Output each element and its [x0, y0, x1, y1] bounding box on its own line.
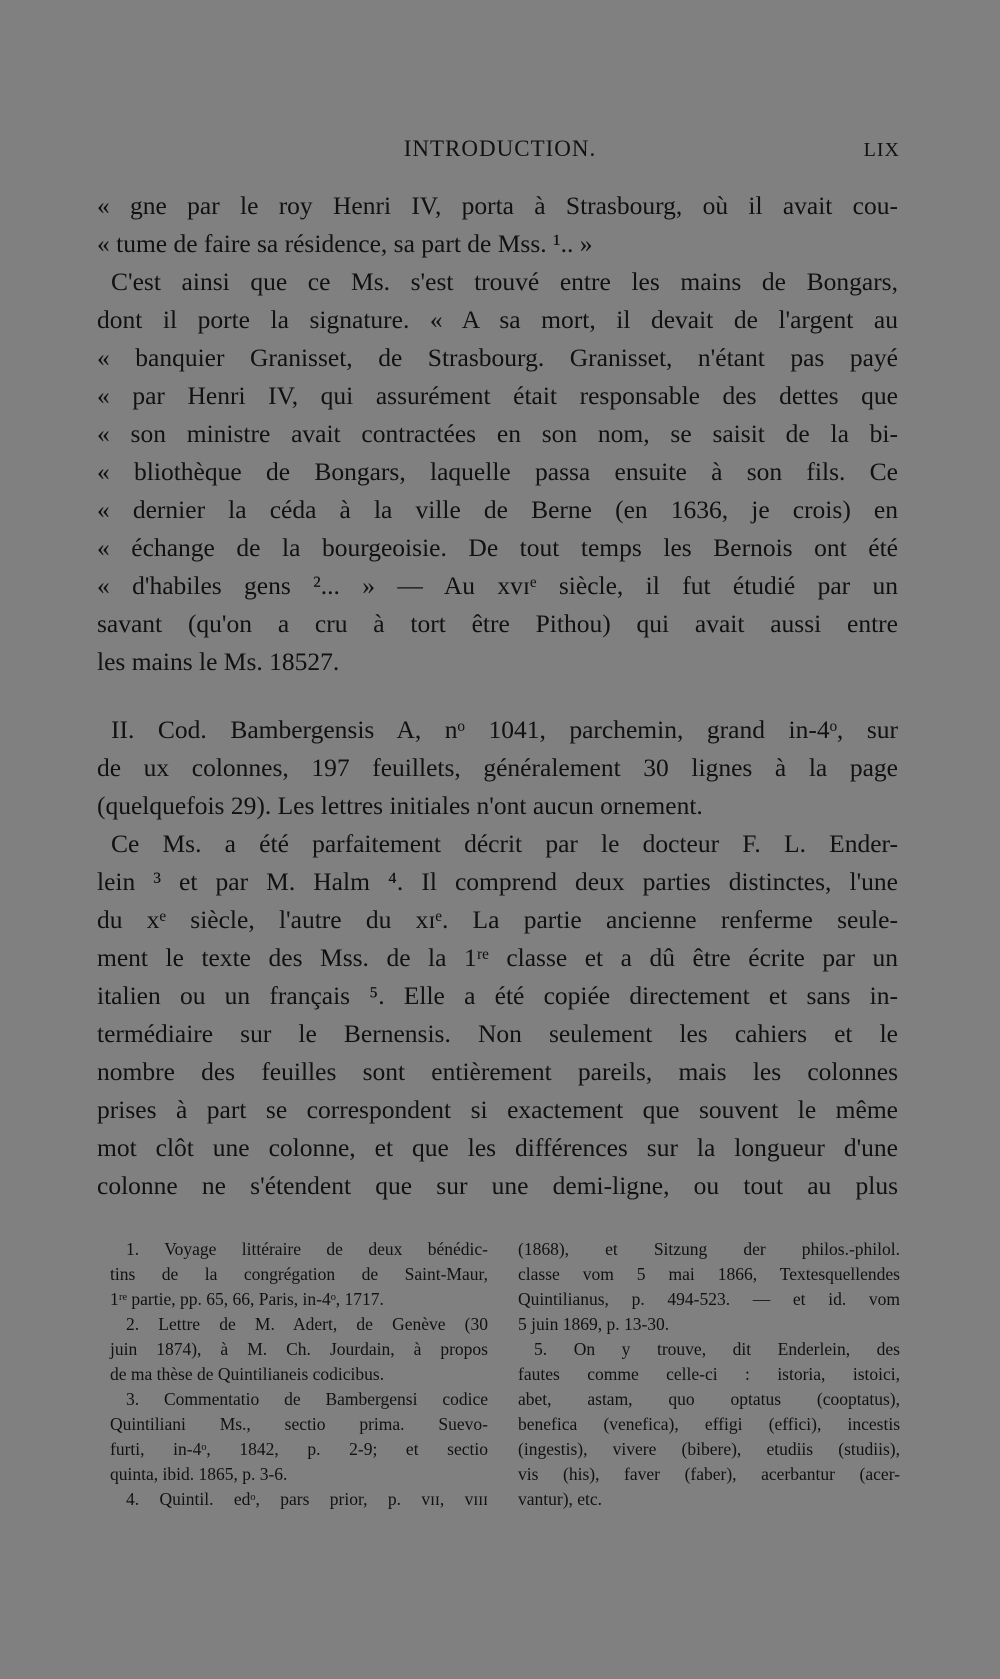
text-line: II. Cod. Bambergensis A, nᵒ 1041, parchemin, grand in-4ᵒ, sur [111, 715, 898, 744]
footnote-line: (1868), et Sitzung der philos.-philol. [518, 1239, 900, 1259]
footnote-line: furti, in-4ᵒ, 1842, p. 2-9; et sectio [110, 1439, 488, 1459]
footnote-line: 5. On y trouve, dit Enderlein, des [534, 1339, 900, 1359]
text-line: prises à part se correspondent si exactement que souvent le même [97, 1095, 898, 1124]
text-line: (quelquefois 29). Les lettres initiales n'ont aucun ornement. [97, 791, 703, 820]
footnote-line: 1ʳᵉ partie, pp. 65, 66, Paris, in-4ᵒ, 1717. [110, 1289, 384, 1309]
text-line: « son ministre avait contractées en son nom, se saisit de la bi- [97, 419, 898, 448]
footnotes-left-column [110, 1237, 488, 1512]
footnote-line: 1. Voyage littéraire de deux bénédic- [126, 1239, 488, 1259]
text-line: termédiaire sur le Bernensis. Non seulement les cahiers et le [97, 1019, 898, 1048]
text-line: « gne par le roy Henri IV, porta à Strasbourg, où il avait cou- [97, 191, 898, 220]
footnote-line: 4. Quintil. edᵒ, pars prior, p. vɪɪ, vɪɪɪ [126, 1489, 488, 1509]
footnotes [110, 1237, 900, 1512]
footnote-line: tins de la congrégation de Saint-Maur, [110, 1264, 488, 1284]
footnote-line: vantur), etc. [518, 1489, 603, 1509]
footnote-line: fautes comme celle-ci : istoria, istoici, [518, 1364, 900, 1384]
text-line: italien ou un français ⁵. Elle a été copiée directement et sans in- [97, 981, 898, 1010]
text-line: « tume de faire sa résidence, sa part de Mss. ¹.. » [97, 229, 593, 258]
text-line: « banquier Granisset, de Strasbourg. Granisset, n'étant pas payé [97, 343, 898, 372]
text-line: mot clôt une colonne, et que les différences sur la longueur d'une [97, 1133, 898, 1162]
text-line: « échange de la bourgeoisie. De tout temps les Bernois ont été [97, 533, 898, 562]
text-line: les mains le Ms. 18527. [97, 647, 340, 676]
footnote-line: 5 juin 1869, p. 13-30. [518, 1314, 670, 1334]
text-line: du xᵉ siècle, l'autre du xɪᵉ. La partie ancienne renferme seule- [97, 905, 898, 934]
text-line: « par Henri IV, qui assurément était responsable des dettes que [97, 381, 898, 410]
text-line: « d'habiles gens ²... » — Au xvɪᵉ siècle, il fut étudié par un [97, 571, 898, 600]
footnote-line: 3. Commentatio de Bambergensi codice [126, 1389, 488, 1409]
footnote-line: benefica (venefica), effigi (effici), incestis [518, 1414, 900, 1434]
text-line: dont il porte la signature. « A sa mort, il devait de l'argent au [97, 305, 898, 334]
text-line: colonne ne s'étendent que sur une demi-ligne, ou tout au plus [97, 1171, 898, 1200]
main-text [97, 187, 898, 1205]
footnote-line: de ma thèse de Quintilianeis codicibus. [110, 1364, 385, 1384]
text-line: nombre des feuilles sont entièrement pareils, mais les colonnes [97, 1057, 898, 1086]
paragraph-gap [97, 681, 898, 711]
text-line: savant (qu'on a cru à tort être Pithou) qui avait aussi entre [97, 609, 898, 638]
running-header-title: INTRODUCTION. [403, 136, 597, 161]
text-line: Ce Ms. a été parfaitement décrit par le docteur F. L. Ender- [111, 829, 898, 858]
text-line: C'est ainsi que ce Ms. s'est trouvé entre les mains de Bongars, [111, 267, 898, 296]
text-line: « bliothèque de Bongars, laquelle passa ensuite à son fils. Ce [97, 457, 898, 486]
text-line: lein ³ et par M. Halm ⁴. Il comprend deux parties distinctes, l'une [97, 867, 898, 896]
footnote-line: Quintilianus, p. 494-523. — et id. vom [518, 1289, 900, 1309]
footnote-line: classe vom 5 mai 1866, Textesquellendes [518, 1264, 900, 1284]
footnote-line: Quintiliani Ms., sectio prima. Suevo- [110, 1414, 488, 1434]
footnote-line: (ingestis), vivere (bibere), etudiis (studiis), [518, 1439, 900, 1459]
footnote-line: quinta, ibid. 1865, p. 3-6. [110, 1464, 288, 1484]
page-number: LIX [863, 139, 900, 161]
footnote-line: juin 1874), à M. Ch. Jourdain, à propos [110, 1339, 488, 1359]
footnote-line: 2. Lettre de M. Adert, de Genève (30 [126, 1314, 488, 1334]
text-line: « dernier la céda à la ville de Berne (en 1636, je crois) en [97, 495, 898, 524]
footnote-line: vis (his), faver (faber), acerbantur (acer- [518, 1464, 900, 1484]
footnote-line: abet, astam, quo optatus (cooptatus), [518, 1389, 900, 1409]
footnotes-right-column [518, 1237, 900, 1512]
text-line: ment le texte des Mss. de la 1ʳᵉ classe et a dû être écrite par un [97, 943, 898, 972]
text-line: de ux colonnes, 197 feuillets, généralement 30 lignes à la page [97, 753, 898, 782]
